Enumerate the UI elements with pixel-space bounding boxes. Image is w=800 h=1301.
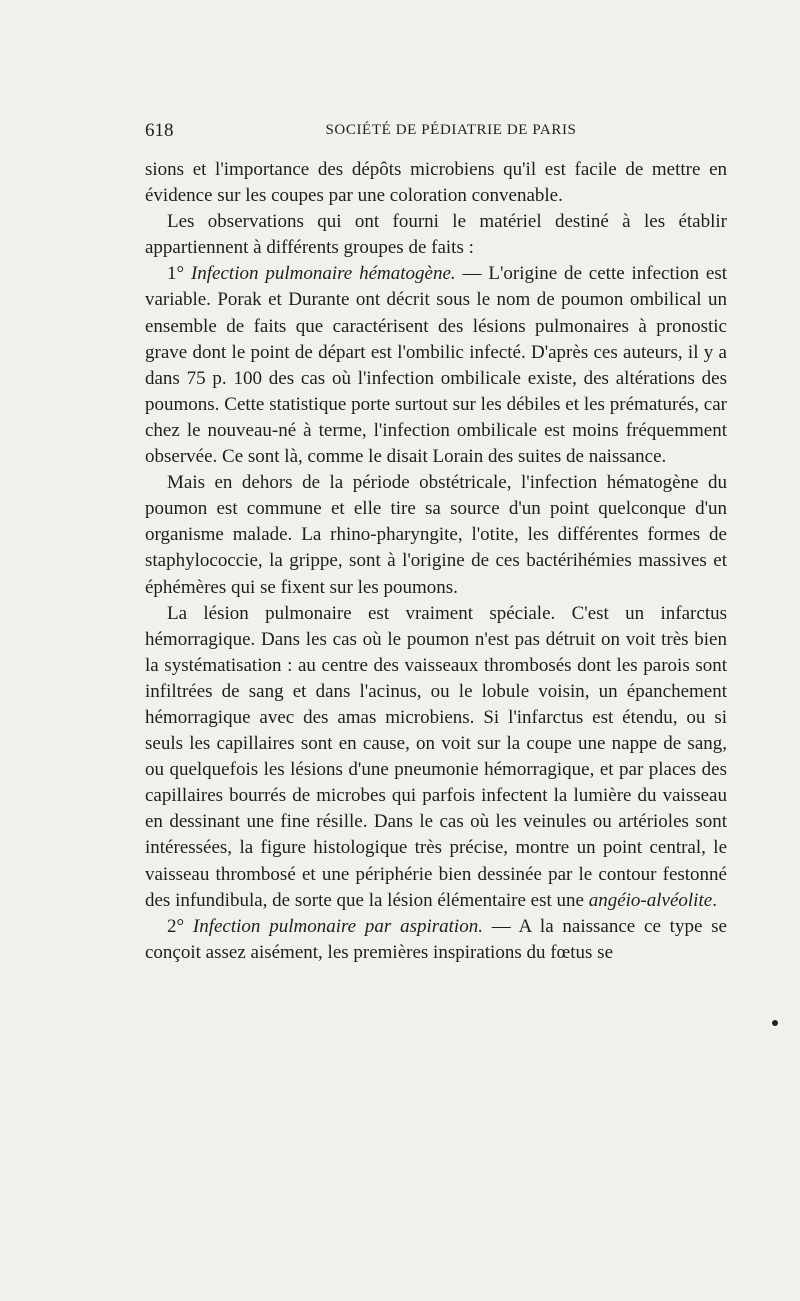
page-header <box>145 120 727 144</box>
paragraph-text: La lésion pulmonaire est vraiment spéciale. C'est un infarctus hémorragique. Dans les cas où le poumon n'est pas détruit on voit très bien la systématisation : au centre des vaisseaux thrombosés dont les parois sont infiltrées de sang et dans l'acinus, ou le lobule voisin, un épanchement hémorragique avec des amas microbiens. Si l'infarctus est étendu, ou si seuls les capillaires sont en cause, on voit sur la coupe une nappe de sang, ou quelquefois les lésions d'une pneumonie hémorragique, et par places des capillaires bourrés de microbes qui parfois infectent la lumière du vaisseau en dessinant une fine résille. Dans le cas où les veinules ou artérioles sont intéressées, la figure histologique très précise, montre un point central, le vaisseau thrombosé et une périphérie bien dessinée par le contour festonné des infundibula, de sorte que la lésion élémentaire est une <box>145 602 727 911</box>
paragraph-observations <box>145 209 727 261</box>
paragraph-lesion <box>145 601 727 914</box>
paragraph-text: — L'origine de cette infection est variable. Porak et Durante ont décrit sous le nom de poumon ombilical un ensemble de faits que caractérisent des lésions pulmonaires à pronostic grave dont le point de départ est l'ombilic infecté. D'après ces auteurs, il y a dans 75 p. 100 des cas où l'infection ombilicale existe, des altérations des poumons. Cette statistique porte surtout sur les débiles et les prématurés, car chez le nouveau-né à terme, l'infection ombilicale est moins fréquemment observée. Ce sont là, comme le disait Lorain des suites de naissance. <box>145 263 727 468</box>
paragraph-text: Mais en dehors de la période obstétricale, l'infection hématogène du poumon est commune et elle tire sa source d'un point quelconque d'un organisme malade. La rhino-pharyngite, l'otite, les différentes formes de staphylococcie, la grippe, sont à l'origine de ces bactérihémies massives et éphémères qui se fixent sur les poumons. <box>145 472 727 598</box>
paragraph-text: Les observations qui ont fourni le matériel destiné à les établir appartiennent à différents groupes de faits : <box>145 211 727 259</box>
section-hematogenous <box>145 261 727 470</box>
paragraph-end: . <box>712 889 717 911</box>
paragraph-continuation <box>145 157 727 209</box>
page-number: 618 <box>145 120 174 141</box>
paragraph-text: sions et l'importance des dépôts microbiens qu'il est facile de mettre en évidence sur les coupes par une coloration convenable. <box>145 159 727 207</box>
running-title: SOCIÉTÉ DE PÉDIATRIE DE PARIS <box>325 122 577 138</box>
section-number: 2° <box>167 915 193 937</box>
margin-speck <box>772 1020 778 1026</box>
body-text <box>145 157 727 966</box>
section-aspiration <box>145 914 727 966</box>
italic-term: angéio-alvéolite <box>588 889 713 911</box>
paragraph-obstetrical <box>145 470 727 600</box>
section-heading: Infection pulmonaire par aspiration. <box>192 915 483 937</box>
section-heading: Infection pulmonaire hématogène. <box>190 263 456 285</box>
section-number: 1° <box>167 263 191 285</box>
paragraph-text: — A la naissance ce type se conçoit assez aisément, les premières inspirations du fœtus se <box>145 915 727 963</box>
